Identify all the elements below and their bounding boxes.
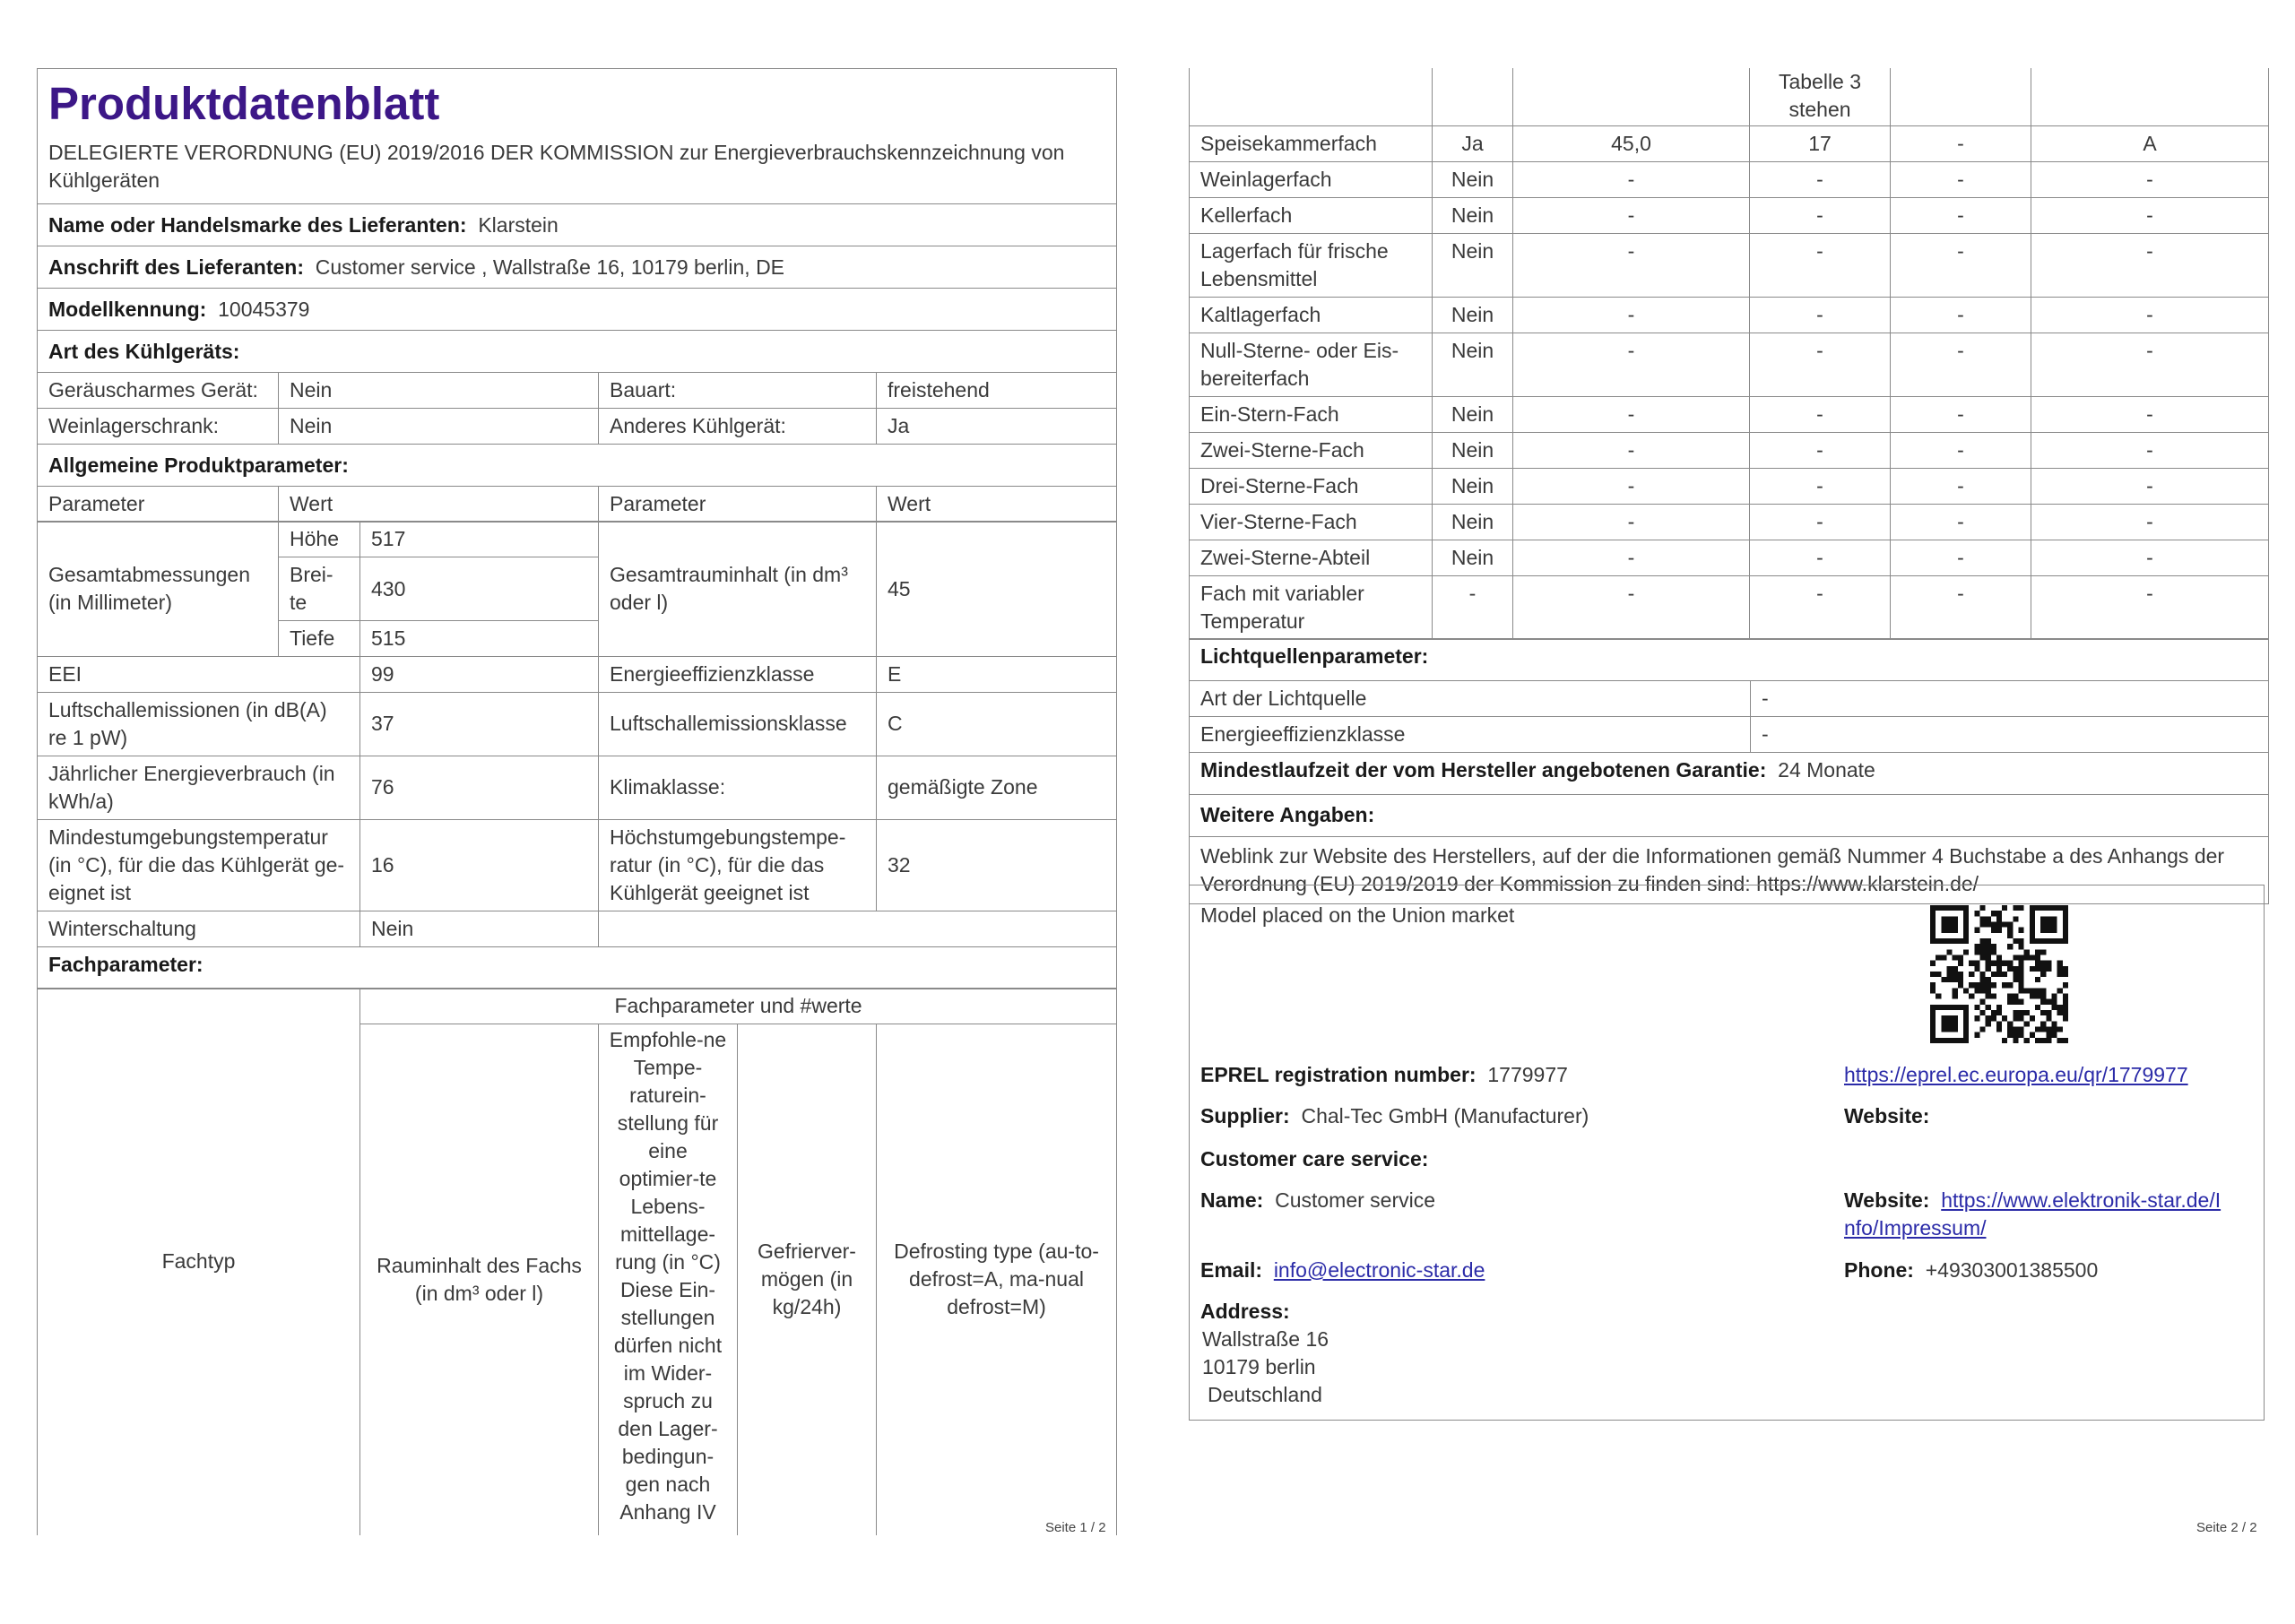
- param-label: Höchstumgebungstempe-ratur (in °C), für die das Kühlgerät geeignet ist: [599, 819, 877, 911]
- compartment-name: Null-Sterne- oder Eis-bereiterfach: [1190, 333, 1433, 396]
- param-row: [38, 656, 1117, 692]
- compartment-row: [1190, 540, 2269, 575]
- compartment-present: Nein: [1433, 468, 1513, 504]
- type-label: Bauart:: [599, 373, 877, 409]
- param-label: Mindestumgebungstemperatur (in °C), für die das Kühlgerät ge-eignet ist: [38, 819, 360, 911]
- fachtyp-header: Fachtyp: [38, 989, 360, 1535]
- compartment-defrost: -: [2031, 333, 2269, 396]
- supplier-address-label: Anschrift des Lieferanten:: [48, 255, 304, 279]
- type-value: Nein: [279, 373, 599, 409]
- compartment-freeze: -: [1891, 297, 2031, 333]
- param-header: Wert: [279, 487, 599, 523]
- eprel-link-text[interactable]: https://eprel.ec.europa.eu/qr/1779977: [1844, 1063, 2188, 1086]
- website2-line: [1844, 1187, 2221, 1214]
- compartment-volume: -: [1513, 504, 1750, 540]
- type-value: freistehend: [877, 373, 1117, 409]
- phone-line: [1844, 1257, 2098, 1284]
- light-row: [1190, 680, 2269, 716]
- compartment-temp: 17: [1750, 125, 1891, 161]
- compartment-row: [1190, 125, 2269, 161]
- compartment-freeze: -: [1891, 432, 2031, 468]
- model-value: 10045379: [218, 297, 310, 321]
- light-label: Energieeffizienzklasse: [1190, 716, 1751, 752]
- compartment-defrost: -: [2031, 575, 2269, 639]
- param-value: 16: [360, 819, 599, 911]
- compartment-row: [1190, 333, 2269, 396]
- compartment-present: Nein: [1433, 432, 1513, 468]
- compartment-row: [1190, 468, 2269, 504]
- width-value: 430: [360, 557, 599, 621]
- param-label: Energieeffizienzklasse: [599, 656, 877, 692]
- type-row: [38, 409, 1117, 445]
- compartment-temp: -: [1750, 333, 1891, 396]
- compartment-freeze: -: [1891, 396, 2031, 432]
- depth-label: Tiefe: [279, 621, 360, 657]
- page-number-1: Seite 1 / 2: [1045, 1520, 1106, 1535]
- type-label: Anderes Kühlgerät:: [599, 409, 877, 445]
- compartment-freeze: -: [1891, 504, 2031, 540]
- fach-table: [37, 988, 1117, 1535]
- param-label: Luftschallemissionen (in dB(A) re 1 pW): [38, 692, 360, 756]
- empty-cell: [1190, 68, 1433, 125]
- compartment-volume: -: [1513, 575, 1750, 639]
- address-line: Deutschland: [1208, 1383, 1322, 1406]
- supplier-label: Supplier:: [1200, 1104, 1290, 1127]
- supplier-name-row: [38, 204, 1117, 246]
- customer-care-label: Customer care service:: [1200, 1147, 1429, 1170]
- supplier-name-value: Klarstein: [478, 212, 559, 237]
- phone-label: Phone:: [1844, 1258, 1914, 1282]
- compartment-present: Nein: [1433, 540, 1513, 575]
- rauminhalt-header: Rauminhalt des Fachs (in dm³ oder l): [360, 1024, 599, 1535]
- dimensions-table: [37, 521, 1117, 657]
- email-line: [1200, 1257, 1485, 1284]
- website2-link[interactable]: https://www.elektronik-star.de/I: [1941, 1188, 2221, 1212]
- param-label: Luftschallemissionsklasse: [599, 692, 877, 756]
- website-label: Website:: [1844, 1104, 1930, 1127]
- phone-value: +49303001385500: [1925, 1258, 2099, 1282]
- compartment-name: Kellerfach: [1190, 197, 1433, 233]
- compartment-volume: -: [1513, 333, 1750, 396]
- compartment-freeze: -: [1891, 161, 2031, 197]
- compartments-table: [1189, 68, 2269, 640]
- compartment-name: Zwei-Sterne-Abteil: [1190, 540, 1433, 575]
- name-value: Customer service: [1275, 1188, 1436, 1212]
- light-table: [1189, 638, 2269, 904]
- name-line: [1200, 1187, 1435, 1214]
- model-row: [38, 289, 1117, 331]
- more-text: Weblink zur Website des Herstellers, auf der die Informationen gemäß Nummer 4 Buchstabe a des Anhangs der Verordnung (EU) 2019/2019 der Kommission zu finden sind: https://www.klarstein.de/: [1190, 836, 2269, 903]
- compartment-temp: -: [1750, 432, 1891, 468]
- empty-cell: [1513, 68, 1750, 125]
- param-value: E: [877, 656, 1117, 692]
- compartment-present: Nein: [1433, 197, 1513, 233]
- width-label: Brei-te: [279, 557, 360, 621]
- eprel-box: [1189, 885, 2265, 1421]
- compartment-freeze: -: [1891, 540, 2031, 575]
- compartment-row: [1190, 432, 2269, 468]
- light-label: Art der Lichtquelle: [1190, 680, 1751, 716]
- supplier-name-label: Name oder Handelsmarke des Lieferanten:: [48, 212, 467, 237]
- param-value: 76: [360, 756, 599, 819]
- address-label: Address:: [1200, 1300, 1290, 1323]
- regulation-subtitle: DELEGIERTE VERORDNUNG (EU) 2019/2016 DER KOMMISSION zur Energieverbrauchskennzeichnung von Kühlgeräten: [48, 141, 1065, 192]
- compartment-name: Kaltlagerfach: [1190, 297, 1433, 333]
- compartment-temp: -: [1750, 396, 1891, 432]
- compartment-volume: -: [1513, 233, 1750, 297]
- general-heading: Allgemeine Produktparameter:: [38, 445, 1117, 487]
- eprel-reg-value: 1779977: [1487, 1063, 1568, 1086]
- param-value: 99: [360, 656, 599, 692]
- supplier-value: Chal-Tec GmbH (Manufacturer): [1301, 1104, 1589, 1127]
- compartment-volume: -: [1513, 197, 1750, 233]
- defrost-header: Defrosting type (au-to-defrost=A, ma-nual defrost=M): [877, 1024, 1117, 1535]
- fach-group-header: Fachparameter und #werte: [360, 989, 1117, 1024]
- placed-text: Model placed on the Union market: [1200, 903, 1515, 927]
- type-value: Ja: [877, 409, 1117, 445]
- warranty-label: Mindestlaufzeit der vom Hersteller angebotenen Garantie:: [1200, 757, 1767, 782]
- compartment-freeze: -: [1891, 197, 2031, 233]
- more-heading: Weitere Angaben:: [1190, 794, 2269, 836]
- email-label: Email:: [1200, 1258, 1263, 1282]
- supplier-address-row: [38, 246, 1117, 289]
- param-row: [38, 692, 1117, 756]
- type-heading: Art des Kühlgeräts:: [38, 331, 1117, 373]
- compartment-present: Ja: [1433, 125, 1513, 161]
- param-header-row: [38, 487, 1117, 523]
- empty-cell: [1433, 68, 1513, 125]
- compartment-present: -: [1433, 575, 1513, 639]
- datasheet-table-page-1: [37, 68, 1117, 523]
- compartment-present: Nein: [1433, 504, 1513, 540]
- compartment-present: Nein: [1433, 297, 1513, 333]
- compartment-name: Lagerfach für frische Lebensmittel: [1190, 233, 1433, 297]
- supplier-line: [1200, 1102, 1589, 1130]
- empty-cell: [1891, 68, 2031, 125]
- gefrier-header: Gefrierver-mögen (in kg/24h): [738, 1024, 877, 1535]
- compartment-present: Nein: [1433, 396, 1513, 432]
- compartment-row: [1190, 197, 2269, 233]
- compartment-name: Fach mit variabler Temperatur: [1190, 575, 1433, 639]
- datasheet-page-2: [1189, 68, 2268, 904]
- empty-cell: [2031, 68, 2269, 125]
- compartment-volume: 45,0: [1513, 125, 1750, 161]
- compartment-row: [1190, 297, 2269, 333]
- model-label: Modellkennung:: [48, 297, 207, 321]
- param-value: gemäßigte Zone: [877, 756, 1117, 819]
- compartment-freeze: -: [1891, 575, 2031, 639]
- winter-value: Nein: [360, 911, 599, 946]
- light-value: -: [1751, 716, 2269, 752]
- compartment-temp: -: [1750, 504, 1891, 540]
- param-label: Klimaklasse:: [599, 756, 877, 819]
- compartment-temp: -: [1750, 197, 1891, 233]
- winter-label: Winterschaltung: [38, 911, 360, 946]
- compartment-temp: -: [1750, 540, 1891, 575]
- params-table: [37, 656, 1117, 989]
- name-label: Name:: [1200, 1188, 1264, 1212]
- compartment-freeze: -: [1891, 333, 2031, 396]
- compartment-defrost: -: [2031, 396, 2269, 432]
- light-value: -: [1751, 680, 2269, 716]
- compartment-row: [1190, 161, 2269, 197]
- depth-value: 515: [360, 621, 599, 657]
- compartment-volume: -: [1513, 297, 1750, 333]
- type-row: [38, 373, 1117, 409]
- compartment-defrost: -: [2031, 161, 2269, 197]
- param-value: C: [877, 692, 1117, 756]
- volume-value: 45: [877, 522, 1117, 657]
- supplier-address-value: Customer service , Wallstraße 16, 10179 berlin, DE: [315, 255, 785, 279]
- compartment-name: Zwei-Sterne-Fach: [1190, 432, 1433, 468]
- compartment-defrost: -: [2031, 540, 2269, 575]
- compartment-name: Weinlagerfach: [1190, 161, 1433, 197]
- warranty-row: [1190, 752, 2269, 794]
- datasheet-page-1: [37, 68, 1116, 1535]
- compartment-present: Nein: [1433, 333, 1513, 396]
- height-value: 517: [360, 522, 599, 557]
- warranty-value: 24 Monate: [1778, 757, 1875, 782]
- dimensions-label: Gesamtabmessungen (in Millimeter): [38, 522, 279, 657]
- empty-cell: [599, 911, 1117, 946]
- website2-label: Website:: [1844, 1188, 1930, 1212]
- compartment-defrost: -: [2031, 468, 2269, 504]
- param-row: [38, 819, 1117, 911]
- param-header: Parameter: [38, 487, 279, 523]
- compartment-temp: -: [1750, 575, 1891, 639]
- address-line: Wallstraße 16: [1202, 1327, 1329, 1351]
- compartment-volume: -: [1513, 161, 1750, 197]
- compartment-defrost: -: [2031, 197, 2269, 233]
- param-value: 37: [360, 692, 599, 756]
- compartment-present: Nein: [1433, 233, 1513, 297]
- light-heading: Lichtquellenparameter:: [1190, 638, 2269, 680]
- height-label: Höhe: [279, 522, 360, 557]
- compartment-temp: -: [1750, 161, 1891, 197]
- eprel-link[interactable]: [1844, 1061, 2188, 1089]
- compartment-name: Ein-Stern-Fach: [1190, 396, 1433, 432]
- fach-heading: Fachparameter:: [38, 946, 1117, 989]
- compartment-row: [1190, 504, 2269, 540]
- page-title: Produktdatenblatt: [48, 78, 440, 129]
- continued-note: Tabelle 3 stehen: [1750, 68, 1891, 125]
- email-link[interactable]: info@electronic-star.de: [1273, 1258, 1485, 1282]
- compartment-name: Speisekammerfach: [1190, 125, 1433, 161]
- compartment-present: Nein: [1433, 161, 1513, 197]
- type-label: Weinlagerschrank:: [38, 409, 279, 445]
- param-header: Parameter: [599, 487, 877, 523]
- eprel-reg-label: EPREL registration number:: [1200, 1063, 1477, 1086]
- compartment-freeze: -: [1891, 468, 2031, 504]
- compartment-temp: -: [1750, 233, 1891, 297]
- compartment-defrost: -: [2031, 297, 2269, 333]
- compartment-volume: -: [1513, 432, 1750, 468]
- compartment-volume: -: [1513, 540, 1750, 575]
- compartment-row: [1190, 233, 2269, 297]
- qr-code-icon: [1930, 905, 2068, 1043]
- compartment-row: [1190, 396, 2269, 432]
- compartment-name: Vier-Sterne-Fach: [1190, 504, 1433, 540]
- compartment-row: [1190, 575, 2269, 639]
- compartment-volume: -: [1513, 396, 1750, 432]
- type-label: Geräuscharmes Gerät:: [38, 373, 279, 409]
- param-label: Jährlicher Energieverbrauch (in kWh/a): [38, 756, 360, 819]
- param-value: 32: [877, 819, 1117, 911]
- type-value: Nein: [279, 409, 599, 445]
- param-header: Wert: [877, 487, 1117, 523]
- compartment-defrost: -: [2031, 432, 2269, 468]
- temperatur-header: Empfohle-ne Tempe-raturein-stellung für eine optimier-te Lebens-mittellage-rung (in °C) Diese Ein-stellungen dürfen nicht im Wider-spruch zu den Lager-bedingun-gen nach Anhang IV: [599, 1024, 738, 1535]
- address-line: 10179 berlin: [1202, 1355, 1316, 1378]
- compartment-temp: -: [1750, 297, 1891, 333]
- title-block: [38, 69, 1117, 204]
- param-label: EEI: [38, 656, 360, 692]
- compartment-volume: -: [1513, 468, 1750, 504]
- compartment-defrost: -: [2031, 233, 2269, 297]
- website2-line-2[interactable]: [1844, 1214, 1987, 1242]
- compartment-freeze: -: [1891, 233, 2031, 297]
- volume-label: Gesamtrauminhalt (in dm³ oder l): [599, 522, 877, 657]
- website2-link-cont[interactable]: nfo/Impressum/: [1844, 1216, 1987, 1240]
- light-row: [1190, 716, 2269, 752]
- eprel-reg: [1200, 1061, 1568, 1089]
- winter-row: [38, 911, 1117, 946]
- compartment-name: Drei-Sterne-Fach: [1190, 468, 1433, 504]
- param-row: [38, 756, 1117, 819]
- page-number-2: Seite 2 / 2: [2196, 1520, 2257, 1535]
- compartment-defrost: -: [2031, 504, 2269, 540]
- compartment-freeze: -: [1891, 125, 2031, 161]
- compartment-defrost: A: [2031, 125, 2269, 161]
- compartment-temp: -: [1750, 468, 1891, 504]
